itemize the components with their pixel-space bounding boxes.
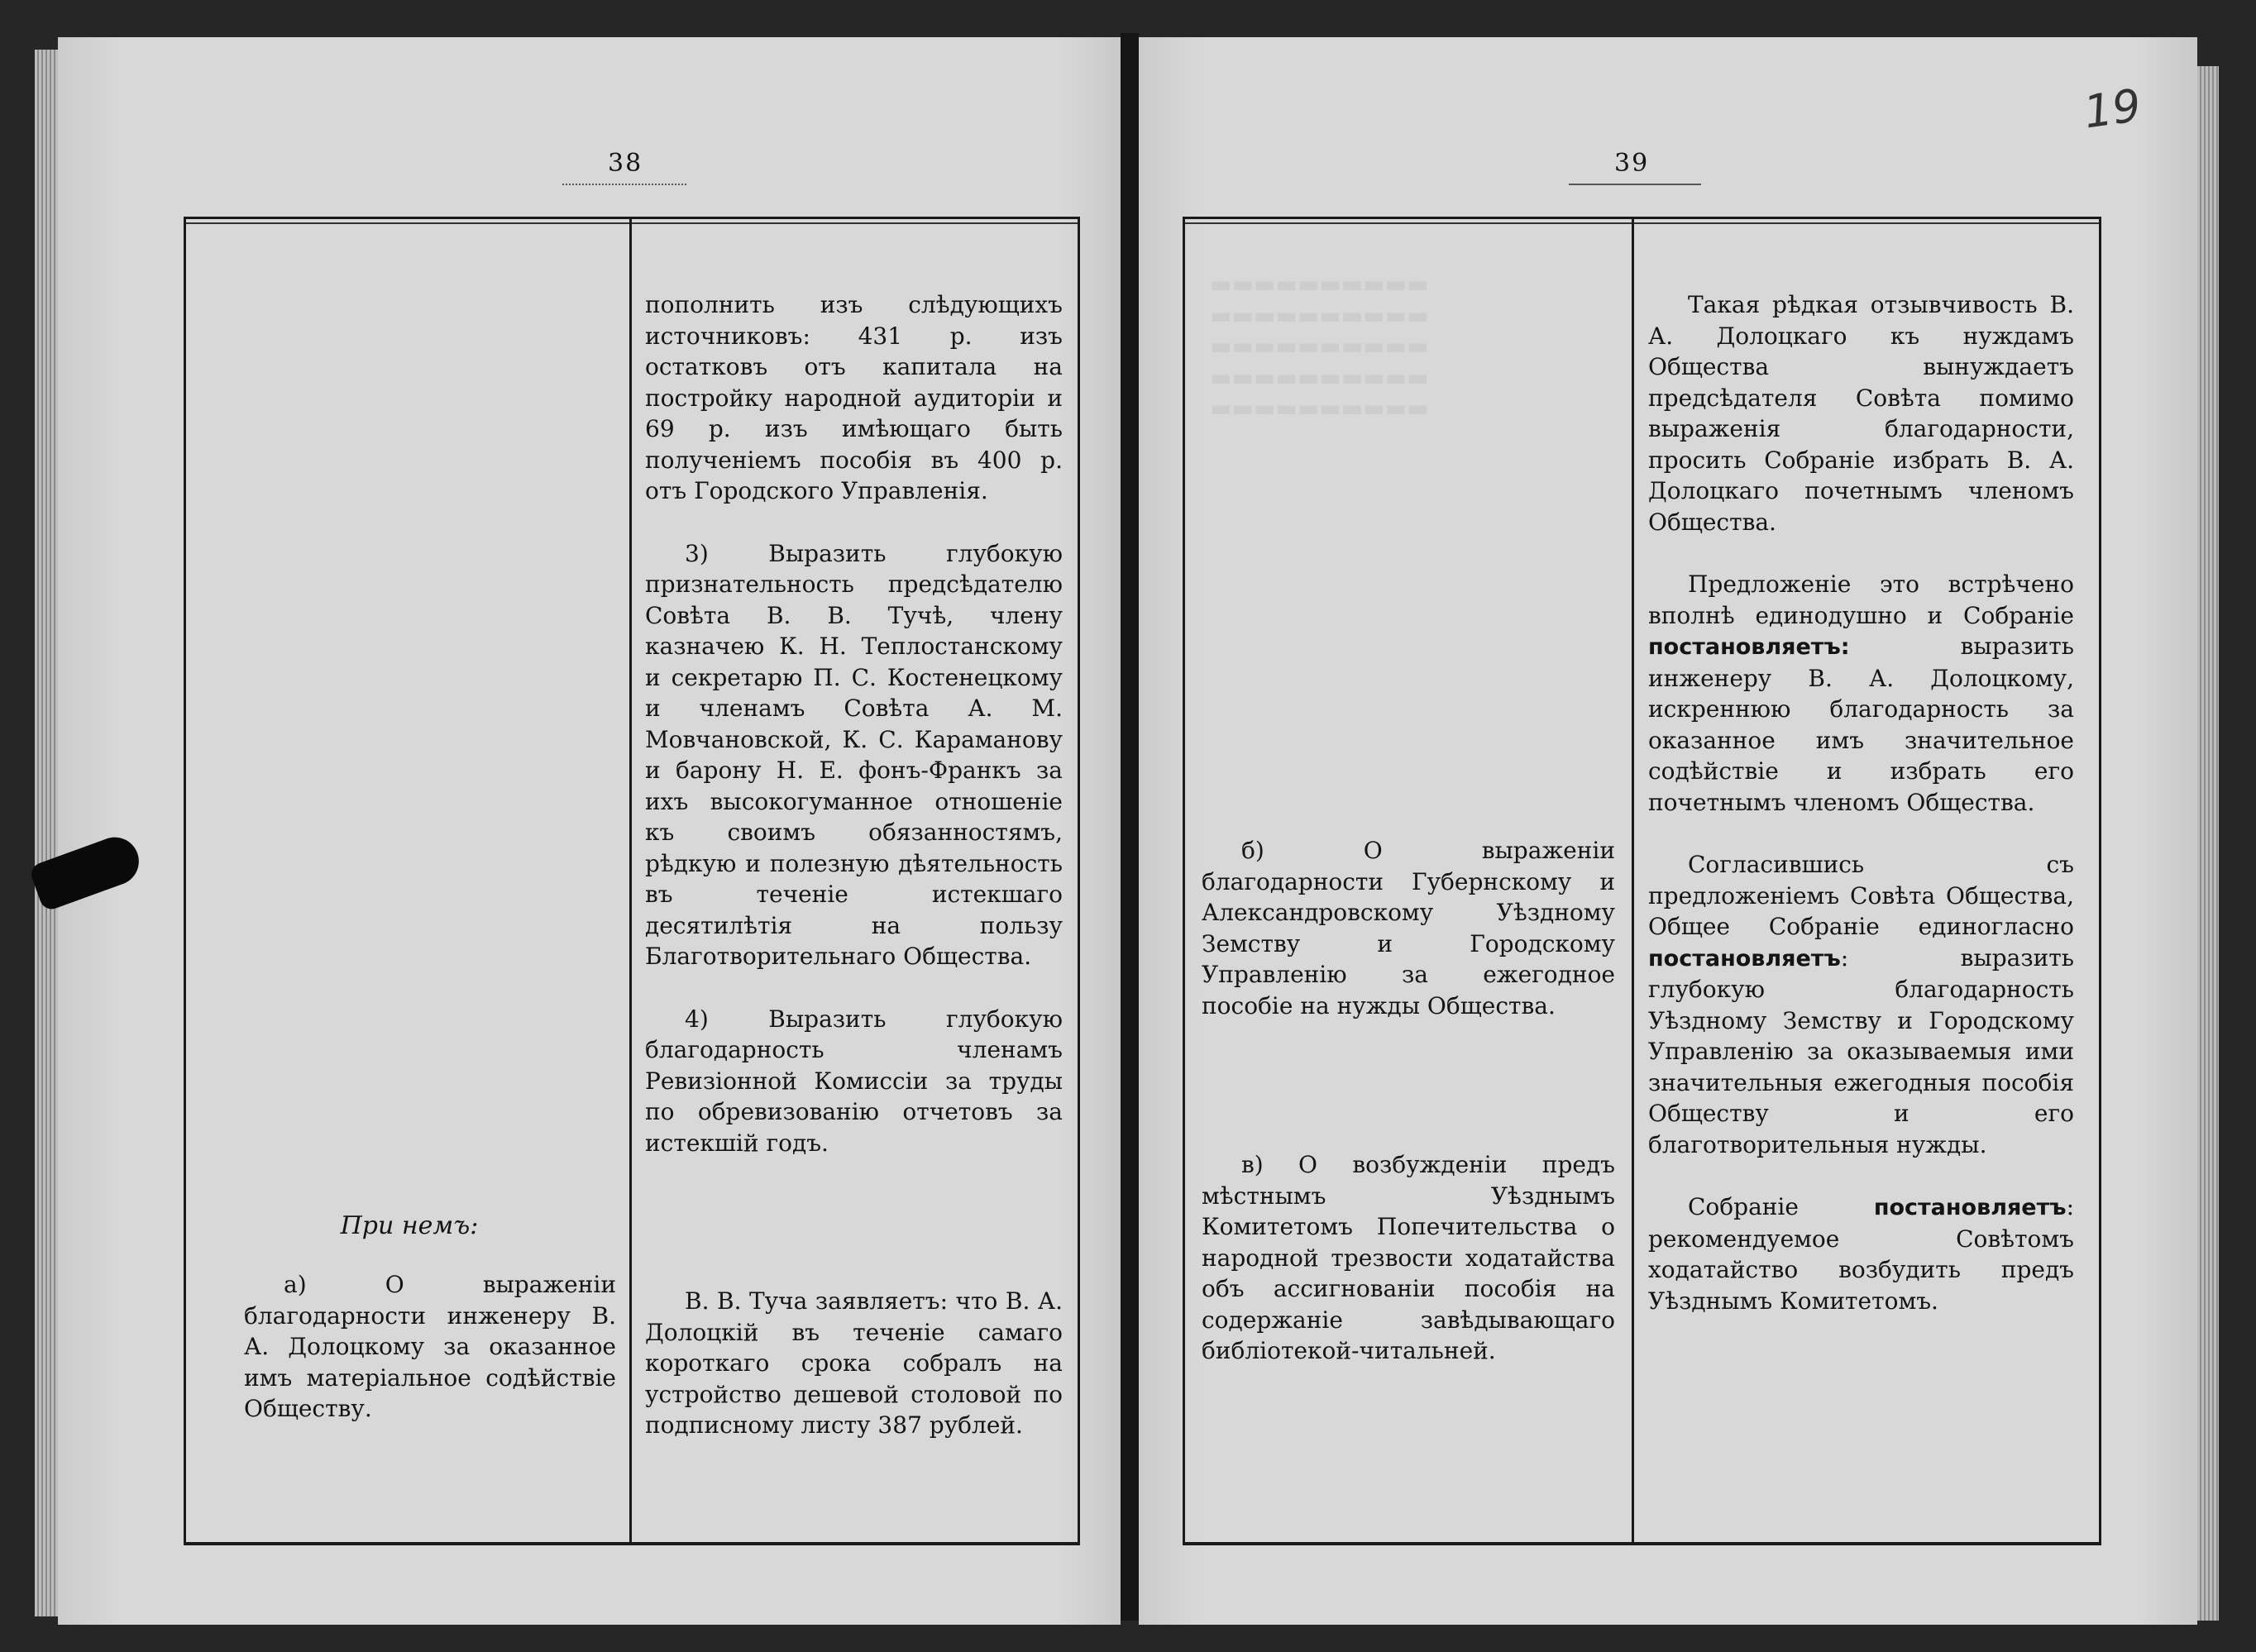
page-number-right: 39 [1614,149,1650,178]
side-item-b-text: б) О выраженіи благодарности Губернскому и Александровскому Уѣздному Земству и Городскому Управленію за ежегодное пособіе на нужды Общества. [1202,837,1615,1019]
book-spine [1121,33,1139,1621]
p3-text: Согласившись съ предложеніемъ Совѣта Общества, Общее Собраніе единогласно [1648,851,2074,940]
p2-text: Предложеніе это встрѣчено вполнѣ единодушно и Собраніе [1648,571,2074,629]
paragraph-1: Такая рѣдкая отзывчивость В. А. Долоцкаго къ нуждамъ Общества вынуждаетъ предсѣдателя Совѣта помимо выраженія благодарности, просить Собраніе избрать В. А. Долоцкаго почетнымъ членомъ Общества. [1648,291,2074,536]
left-page [58,37,1121,1625]
paragraph-2 [1648,569,2074,818]
page-stack-right [2197,66,2219,1621]
paragraph-1: пополнить изъ слѣдующихъ источниковъ: 431 р. изъ остатковъ отъ капитала на постройку народной аудиторіи и 69 р. изъ имѣющаго быть полученіемъ пособія въ 400 р. отъ Городского Управленія. [645,291,1063,504]
p4-text-end: : рекомендуемое Совѣтомъ ходатайство возбудить предъ Уѣзднымъ Комитетомъ. [1648,1193,2074,1315]
double-rule [186,222,1078,224]
table-frame-right [1183,217,2101,1545]
double-rule [1185,222,2099,224]
page-number-left: 38 [608,149,643,178]
page-stack-left [35,50,60,1616]
paragraph-3 [1648,849,2074,1160]
p2-text-end: выразить инженеру В. А. Долоцкому, искреннюю благодарность за оказанное имъ значительное содѣйствіе и избрать его почетнымъ членомъ Общества. [1648,633,2074,816]
main-column-right [1648,289,2074,1316]
main-column-left [645,289,1063,1158]
p4-resolution: постановляетъ [1873,1195,2067,1220]
side-heading: При немъ: [340,1211,479,1240]
side-item-b [1202,835,1615,1021]
right-page [1139,37,2197,1625]
side-item-v [1202,1149,1615,1367]
show-through: ▬▬▬▬▬▬▬▬▬▬ ▬▬▬▬▬▬▬▬▬▬ ▬▬▬▬▬▬▬▬▬▬ ▬▬▬▬▬▬▬▬▬▬ ▬▬▬▬▬▬▬▬▬▬ [1210,270,1429,422]
paragraph-4 [1648,1191,2074,1316]
p4-text: Собраніе [1688,1193,1874,1220]
page-number-underline [562,184,686,185]
p2-resolution: постановляетъ: [1648,634,1850,660]
main-column-left-bottom [645,1286,1063,1441]
column-divider [1632,219,1634,1542]
handwritten-folio-number: 19 [2080,79,2144,139]
paragraph-2: 3) Выразить глубокую признательность предсѣдателю Совѣта В. В. Тучѣ, члену казначею К. Н. Теплостанскому и секретарю П. С. Костенецкому и членамъ Совѣта А. М. Мовчановской, К. С. Караманову и барону Н. Е. фонъ-Франкъ за ихъ высокогуманное отношеніе къ своимъ обязанностямъ, рѣдкую и полезную дѣятельность въ теченіе истекшаго десятилѣтія на пользу Благотворительнаго Общества. [645,539,1063,970]
table-frame-left [184,217,1080,1545]
paragraph-4: В. В. Туча заявляетъ: что В. А. Долоцкій въ теченіе самаго короткаго срока собралъ на устройство дешевой столовой по подписному листу 387 рублей. [645,1287,1063,1439]
p3-resolution: постановляетъ [1648,945,1841,972]
side-item-v-text: в) О возбужденіи предъ мѣстнымъ Уѣзднымъ Комитетомъ Попечительства о народной трезвости ходатайства объ ассигнованіи пособія на содержаніе завѣдывающаго библіотекой-читальней. [1202,1151,1615,1364]
side-item-a [244,1269,616,1425]
column-divider [629,219,632,1542]
p3-text-end: : выразить глубокую благодарность Уѣздному Земству и Городскому Управленію за оказываемыя ими значительныя ежегодныя пособія Обществу и его благотворительныя нужды. [1648,943,2074,1158]
side-item-a-text: а) О выраженіи благодарности инженеру В. А. Долоцкому за оказанное имъ матеріальное содѣйствіе Обществу. [244,1271,616,1422]
page-number-underline [1569,184,1701,185]
paragraph-3: 4) Выразить глубокую благодарность членамъ Ревизіонной Комиссіи за труды по обревизованію отчетовъ за истекшій годъ. [645,1005,1063,1157]
